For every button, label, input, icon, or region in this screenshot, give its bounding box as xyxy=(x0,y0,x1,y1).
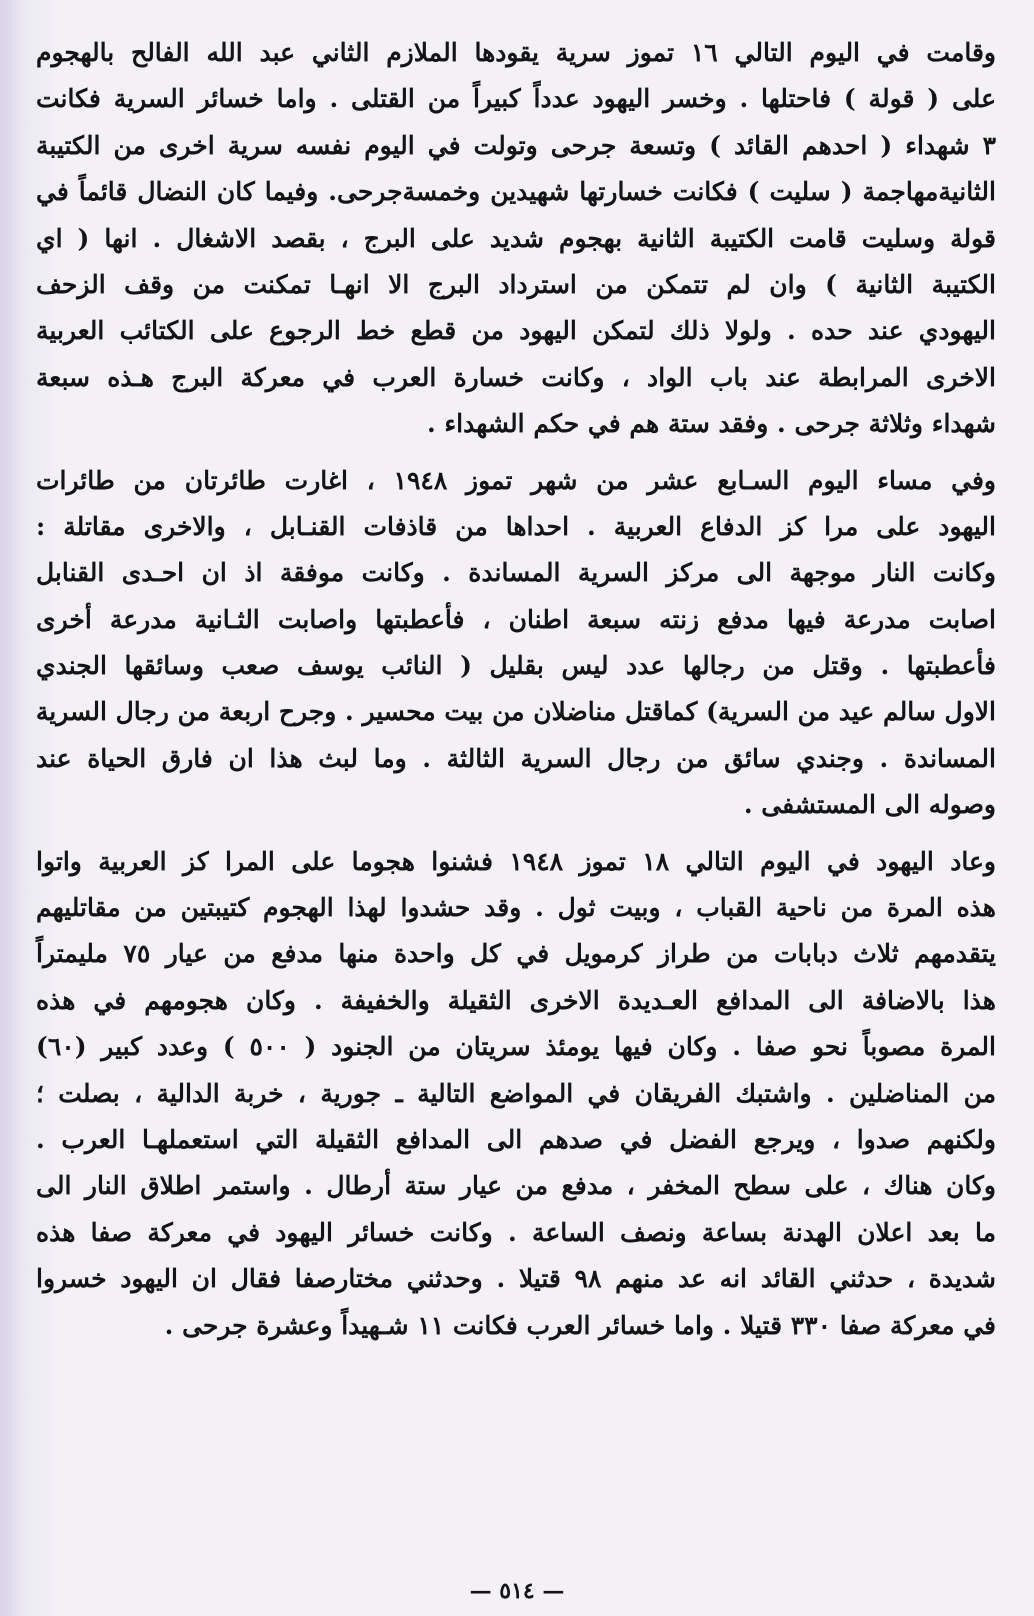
text-line: اليهود على مرا كز الدفاع العربية . احداها من قاذفات القنـابل ، والاخرى مقاتلة : xyxy=(36,511,996,541)
page-number: — ٥١٤ — xyxy=(469,1578,565,1604)
paragraph-3 xyxy=(36,839,996,1349)
text-line: يتقدمهم ثلاث دبابات من طراز كرمويل في كل واحدة منها مدفع من عيار ٧٥ مليمتراً xyxy=(36,939,996,969)
text-line: ولكنهم صدوا ، ويرجع الفضل في صدهم الى المدافع الثقيلة التي استعملهـا العرب . xyxy=(36,1124,996,1154)
text-line: قولة وسليت قامت الكتيبة الثانية بهجوم شديد على البرج ، بقصد الاشغال . انها ( اي xyxy=(36,223,996,253)
text-line: الاخرى المرابطة عند باب الواد ، وكانت خسارة العرب في معركة البرج هـذه سبعة xyxy=(36,362,996,392)
text-line: اليهودي عند حده . ولولا ذلك لتمكن اليهود من قطع خط الرجوع على الكتائب العربية xyxy=(36,316,996,346)
paragraph-gap xyxy=(36,448,996,458)
text-line: الثانيةمهاجمة ( سليت ) فكانت خسارتها شهيدين وخمسةجرحى. وفيما كان النضال قائماً في xyxy=(36,177,996,207)
text-line: شديدة ، حدثني القائد انه عد منهم ٩٨ قتيلا . وحدثني مختارصفا فقال ان اليهود خسروا xyxy=(36,1264,996,1294)
paragraph-gap xyxy=(36,829,996,839)
text-line: على ( قولة ) فاحتلها . وخسر اليهود عدداً كبيراً من القتلى . واما خسائر السرية فكانت xyxy=(36,84,996,114)
text-line: هذه المرة من ناحية القباب ، وبيت ثول . وقد حشدوا لهذا الهجوم كتيبتين من مقاتليهم xyxy=(36,893,996,923)
text-line: ٣ شهداء ( احدهم القائد ) وتسعة جرحى وتولت في اليوم نفسه سرية اخرى من الكتيبة xyxy=(36,130,996,160)
page-edge-shadow xyxy=(0,0,22,1616)
text-line: شهداء وثلاثة جرحى . وفقد ستة هم في حكم الشهداء . xyxy=(427,409,996,439)
text-line: وكان هناك ، على سطح المخفر ، مدفع من عيار ستة أرطال . واستمر اطلاق النار الى xyxy=(36,1171,996,1201)
text-line: وعاد اليهود في اليوم التالي ١٨ تموز ١٩٤٨ فشنوا هجوما على المرا كز العربية واتوا xyxy=(36,846,996,876)
paragraph-1 xyxy=(36,30,996,448)
text-line: وكانت النار موجهة الى مركز السرية المساندة . وكانت موفقة اذ ان احـدى القنابل xyxy=(36,558,996,588)
text-line: المساندة . وجندي سائق من رجال السرية الثالثة . وما لبث هذا ان فارق الحياة عند xyxy=(36,743,996,773)
text-line: فأعطبتها . وقتل من رجالها عدد ليس بقليل ( النائب يوسف صعب وسائقها الجندي xyxy=(36,651,996,681)
text-line: من المناضلين . واشتبك الفريقان في المواضع التالية ـ جورية ، خربة الدالية ، بصلت ؛ xyxy=(36,1078,996,1108)
body-text xyxy=(36,30,996,1349)
paragraph-2 xyxy=(36,458,996,829)
text-line: الكتيبة الثانية ) وان لم تتمكن من استرداد البرج الا انهـا تمكنت من وقف الزحف xyxy=(36,269,996,299)
text-line: ما بعد اعلان الهدنة بساعة ونصف الساعة . وكانت خسائر اليهود في معركة صفا هذه xyxy=(36,1217,996,1247)
text-line: الاول سالم عيد من السرية) كماقتل مناضلان من بيت محسير . وجرح اربعة من رجال السرية xyxy=(35,697,996,727)
text-line: اصابت مدرعة فيها مدفع زنته سبعة اطنان ، فأعطبتها واصابت الثـانية مدرعة أخرى xyxy=(36,604,996,634)
text-line: وفي مساء اليوم السـابع عشر من شهر تموز ١٩٤٨ ، اغارت طائرتان من طائرات xyxy=(36,465,996,495)
text-line: في معركة صفا ٣٣٠ قتيلا . واما خسائر العرب فكانت ١١ شـهيداً وعشرة جرحى . xyxy=(164,1310,996,1340)
text-line: وقامت في اليوم التالي ١٦ تموز سرية يقودها الملازم الثاني عبد الله الفالح بالهجوم xyxy=(36,38,996,67)
text-line: المرة مصوباً نحو صفا . وكان فيها يومئذ سريتان من الجنود ( ٥٠٠ ) وعدد كبير (٦٠) xyxy=(36,1032,996,1062)
text-line: وصوله الى المستشفى . xyxy=(743,790,996,820)
text-line: هذا بالاضافة الى المدافع العـديدة الاخرى الثقيلة والخفيفة . وكان هجومهم في هذه xyxy=(36,985,996,1015)
